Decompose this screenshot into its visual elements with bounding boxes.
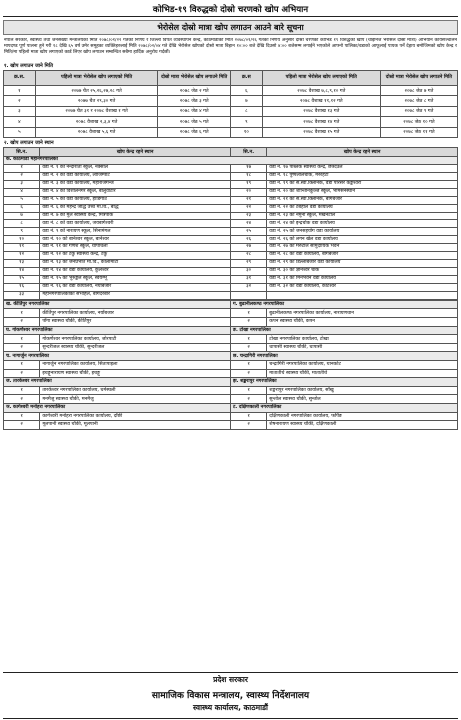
municipality-center-cell: मूलपानी स्वास्थ्य चौकी, मूलपानी xyxy=(40,421,231,430)
schedule-row xyxy=(4,96,458,106)
center-row xyxy=(4,204,458,212)
municipality-center-row xyxy=(4,421,458,430)
center-cell: वडा नं. १३ को जनप्रभात मा.वि., कालीमाटी xyxy=(40,260,231,268)
center-cell: ४ xyxy=(4,188,40,196)
center-cell: वडा नं. १४ को वडा कार्यालय, कुलेश्वर xyxy=(40,268,231,276)
center-cell: वडा नं. २३ को नमुना स्कुल, मखनटोल xyxy=(267,212,458,220)
municipality-center-cell: इचङ्गुनारायण स्वास्थ्य चौकी, इचङ्गु xyxy=(40,369,231,378)
center-row xyxy=(4,283,458,291)
municipality-center-cell: शङ्खरापुर नगरपालिका कार्यालय, साँखु xyxy=(267,386,458,395)
municipality-center-cell: सुन्तोल स्वास्थ्य चौकी, सुन्तोल xyxy=(267,395,458,404)
center-cell: २३ xyxy=(230,212,266,220)
schedule-row xyxy=(4,86,458,96)
municipality-center-cell: १ xyxy=(230,412,266,421)
municipality-center-row xyxy=(4,343,458,352)
schedule-cell: ९ xyxy=(230,117,262,127)
municipality-center-row xyxy=(4,386,458,395)
center-cell: २२ xyxy=(230,204,266,212)
schedule-cell: २०७८ वैशाख १४ गते xyxy=(262,117,380,127)
center-cell: वडा नं. ५ को वडा कार्यालय, हाँडिगाउँ xyxy=(40,196,231,204)
municipality-center-cell: १ xyxy=(4,360,40,369)
municipality-center-cell: २ xyxy=(4,369,40,378)
center-cell: १० xyxy=(4,236,40,244)
municipality-center-cell: २ xyxy=(4,343,40,352)
section-1-heading: १. खोप लगाउन जाने मिति xyxy=(4,63,53,69)
schedule-header-cell: पहिलो मात्रा भेरोसेल खोप लगाएको मिति xyxy=(262,71,380,86)
municipality-title: ख. कीर्तिपुर नगरपालिका xyxy=(4,300,231,309)
schedule-cell: २०७८ वैशाख १३ गते xyxy=(262,106,380,116)
center-cell: वडा नं. २४ को इन्द्रचोक वडा कार्यालय xyxy=(267,220,458,228)
center-cell: १३ xyxy=(4,260,40,268)
municipality-center-cell: चन्द्रागिरी नगरपालिका कार्यालय, थानकोट xyxy=(267,360,458,369)
center-row xyxy=(4,164,458,172)
center-cell: वडा नं. १० को बानेश्वर स्कूल, बानेश्वर xyxy=(40,236,231,244)
center-cell: ३ xyxy=(4,180,40,188)
schedule-cell: २०७७ चैत २९,३० गते xyxy=(35,96,158,106)
municipality-title: ङ. टोखा नगरपालिका xyxy=(230,326,457,335)
municipality-center-row xyxy=(4,395,458,404)
municipality-center-cell: बुढानीलकण्ठ नगरपालिका कार्यालय, नारायणथान xyxy=(267,309,458,318)
center-cell: वडा नं. ६ को महेन्द्र जोद्ध उच्च मा.वि., बौद्ध xyxy=(40,204,231,212)
schedule-table xyxy=(3,70,458,138)
center-cell: वडा नं. ३० को ज्ञानेश्वर चोक xyxy=(267,268,458,276)
issuer-footer xyxy=(3,672,458,719)
schedule-cell: २०७८ जेठ ९ गते xyxy=(380,106,457,116)
center-cell xyxy=(230,291,266,299)
municipality-center-cell: तारकेश्वर नगरपालिका कार्यालय, धर्मस्थली xyxy=(40,386,231,395)
schedule-cell: २०७८ वैशाख ७,८,९,१० गते xyxy=(262,86,380,96)
center-cell: १२ xyxy=(4,252,40,260)
center-cell: ३१ xyxy=(230,276,266,284)
municipality-center-cell: शेषनारायण स्वास्थ्य चौकी, दक्षिणकाली xyxy=(267,421,458,430)
center-cell: ७ xyxy=(4,212,40,220)
municipality-center-row xyxy=(4,412,458,421)
schedule-cell: ७ xyxy=(230,96,262,106)
center-cell: वडा नं. १२ को टेकु स्वास्थ्य केन्द्र, टेकु xyxy=(40,252,231,260)
municipality-group-row xyxy=(4,378,458,387)
schedule-cell: ३ xyxy=(4,106,36,116)
center-cell: ६ xyxy=(4,204,40,212)
center-cell: वडा नं. ३ को वडा कार्यालय, महाराजगन्ज xyxy=(40,180,231,188)
schedule-header-cell: दोस्रो मात्रा भेरोसेल खोप लगाउने मिति xyxy=(158,71,231,86)
schedule-header-cell: पहिलो मात्रा भेरोसेल खोप लगाएको मिति xyxy=(35,71,158,86)
center-row xyxy=(4,252,458,260)
section-2-heading: २. खोप लगाउन जाने स्थान xyxy=(4,139,54,146)
center-cell: २ xyxy=(4,172,40,180)
municipality-center-cell: धापासी स्वास्थ्य चौकी, धापासी xyxy=(267,343,458,352)
municipality-center-cell: २ xyxy=(230,421,266,430)
municipality-center-cell: दक्षिणकाली नगरपालिका कार्यालय, फर्पिङ xyxy=(267,412,458,421)
center-row xyxy=(4,188,458,196)
schedule-cell: १० xyxy=(230,127,262,137)
schedule-cell: २०७८ जेठ ११ गते xyxy=(380,127,457,137)
municipality-group-row xyxy=(4,352,458,361)
center-row xyxy=(4,196,458,204)
center-cell: २९ xyxy=(230,260,266,268)
schedule-cell: २०७८ जेठ ७ गते xyxy=(380,86,457,96)
center-row xyxy=(4,291,458,299)
center-cell: वडा नं. ३१ को मिनभवन वडा कार्यालय xyxy=(267,276,458,284)
center-cell: वडा नं. १७ पब्लिक स्वास्थ्य केन्द्र, छत्रेदेउल xyxy=(267,164,458,172)
notice-subtitle: भेरोसेल दोस्रो मात्रा खोप लगाउन आउने बारे सूचना xyxy=(3,20,458,35)
center-row xyxy=(4,244,458,252)
municipality-center-cell: गोकर्णेश्वर नगरपालिका कार्यालय, जोरपाटी xyxy=(40,335,231,344)
notice-page xyxy=(3,2,458,718)
schedule-cell: १ xyxy=(4,86,36,96)
schedule-header-cell: क्र.स xyxy=(230,71,262,86)
schedule-cell: २०७८ वैशाख ५,६ गते xyxy=(35,127,158,137)
municipality-center-cell: २ xyxy=(4,395,40,404)
schedule-cell: २०७८ जेठ ५ गते xyxy=(158,117,231,127)
center-cell: वडा नं. ९ को नारायण स्कूल, सिनामंगल xyxy=(40,228,231,236)
centers-header-cell: सि.न. xyxy=(4,147,40,156)
center-cell: ३० xyxy=(230,268,266,276)
center-row xyxy=(4,228,458,236)
intro-paragraph: नेपाल सरकार, स्वास्थ्य तथा जनसंख्या मन्त्रालयको मिति २०७८/०१/२२ गतेको निर्णय र जिल्ला विपत व्यवस्थापन केन्द्र, काठमाडौंको मिति २०७८/०१/२६ गतेको निर्णय अनुसार दोस्रो चरणको कोभिड १९ विरुद्धको खोप (चाइनिज भेरोसेल दोस्रो मात्रा) अभियान कार्यसञ्चालन मापदण्ड पूर्ण पालना हुने गरी १८ देखि ६५ वर्ष उमेर समूहका व्यक्तिहरुलाई मिति २०७८/०२/०४ गते देखि भेरोसेल खोपको दोस्रो मात्रा बिहान १०:०० बजे देखि दिउसो ४:०० बजेसम्म लगाईने भएकोले आफ्नो पालिका/वडाको आफूलाई पायक पर्ने देहाय बमोजिमको खोप केन्द्र र मिति/मा पहिलो मात्रा खोप लगाएको कार्ड लिएर खोप लगाउन सम्बन्धित सबैमा हार्दिक अनुरोध गर्दछौं। xyxy=(4,38,457,55)
schedule-cell: २०७८ जेठ ६ गते xyxy=(158,127,231,137)
municipality-center-cell: मनमैजु स्वास्थ्य चौकी, मनमैजु xyxy=(40,395,231,404)
municipality-center-cell: १ xyxy=(230,335,266,344)
center-cell: वडा नं. २२ को टेबहाल वडा कार्यालय xyxy=(267,204,458,212)
center-cell: २४ xyxy=(230,220,266,228)
center-cell xyxy=(267,291,458,299)
notice-title: कोभिड-१९ विरुद्धको दोस्रो चरणको खोप अभियान xyxy=(3,2,458,17)
municipality-center-cell: कपन स्वास्थ्य चौकी, कपन xyxy=(267,318,458,327)
group-row xyxy=(4,156,458,164)
center-cell: वडा नं. ११ को गणेश स्कूल, थापाथली xyxy=(40,244,231,252)
center-cell: १६ xyxy=(4,283,40,291)
municipality-center-row xyxy=(4,369,458,378)
municipality-center-cell: २ xyxy=(230,318,266,327)
municipality-title: घ. गोकर्णेश्वर नगरपालिका xyxy=(4,326,231,335)
center-cell: वडा नं. २० को शान्तिनिकुञ्ज स्कूल, भीमसेनस्थान xyxy=(267,188,458,196)
center-cell: ११ xyxy=(4,244,40,252)
center-cell: २८ xyxy=(230,252,266,260)
schedule-cell: २०७७ चैत ३१ र २०७८ वैशाख १ गते xyxy=(35,106,158,116)
municipality-center-cell: सुन्दरीजल स्वास्थ्य चौकी, सुन्दरीजल xyxy=(40,343,231,352)
center-cell: वडा नं. १५ को भुरुङ्खेल स्कूल, स्वयम्भू xyxy=(40,276,231,284)
schedule-header-cell: दोस्रो मात्रा भेरोसेल खोप लगाउने मिति xyxy=(380,71,457,86)
center-row xyxy=(4,212,458,220)
centers-header-cell: खोप केन्द्र रहने स्थान xyxy=(267,147,458,156)
center-cell: वडा नं. २८ को वडा कार्यालय, बागबजार xyxy=(267,252,458,260)
municipality-title: ग. बुढानीलकण्ठ नगरपालिका xyxy=(230,300,457,309)
municipality-center-row xyxy=(4,360,458,369)
center-cell: वडा नं. १८ पुष्पलालचोक, मरुहिटी xyxy=(267,172,458,180)
municipality-center-cell: कागेश्वरी मनोहरा नगरपालिका कार्यालय, दाँछी xyxy=(40,412,231,421)
municipality-center-cell: कीर्तिपुर नगरपालिका कार्यालय, नयाँबजार xyxy=(40,309,231,318)
municipality-center-cell: मातातीर्थ स्वास्थ्य चौकी, मातातीर्थ xyxy=(267,369,458,378)
municipality-center-cell: टोखा नगरपालिका कार्यालय, टोखा xyxy=(267,335,458,344)
footer-government: प्रदेश सरकार xyxy=(213,675,248,684)
centers-header-cell: सि.न. xyxy=(230,147,266,156)
center-cell: १५ xyxy=(4,276,40,284)
schedule-cell: ८ xyxy=(230,106,262,116)
center-row xyxy=(4,260,458,268)
municipality-group-row xyxy=(4,326,458,335)
center-cell: वडा नं. ४ को विशालनगर स्कूल, बालुवाटार xyxy=(40,188,231,196)
footer-office: स्वास्थ्य कार्यालय, काठमाडौं xyxy=(193,703,268,712)
center-cell: वडा नं. ८ को वडा कार्यालय, जयबागेश्वरी xyxy=(40,220,231,228)
center-cell: १ xyxy=(4,164,40,172)
municipality-center-cell: १ xyxy=(4,309,40,318)
schedule-cell: २ xyxy=(4,96,36,106)
municipality-center-cell: १ xyxy=(4,386,40,395)
municipality-center-cell: २ xyxy=(4,318,40,327)
municipality-title: ज. तारकेश्वर नगरपालिका xyxy=(4,378,231,387)
footer-ministry: सामाजिक विकास मन्त्रालय, स्वास्थ्य निर्देशनालय xyxy=(151,691,310,701)
center-row xyxy=(4,180,458,188)
municipality-group-row xyxy=(4,403,458,412)
center-cell: वडा नं. ३२ को वडा कार्यालय, कोटेश्वर xyxy=(267,283,458,291)
center-row xyxy=(4,268,458,276)
schedule-cell: ५ xyxy=(4,127,36,137)
center-cell: वडा नं. २६ को लगन खेल वडा कार्यालय xyxy=(267,236,458,244)
center-cell: वडा नं. १ को नन्दीराती स्कुल, नक्साल xyxy=(40,164,231,172)
center-cell: २५ xyxy=(230,228,266,236)
municipality-center-cell: १ xyxy=(230,309,266,318)
schedule-cell: २०७७ चैत २५,२६,२७,२८ गते xyxy=(35,86,158,96)
center-cell: १९ xyxy=(230,180,266,188)
municipality-title: छ. चन्द्रागिरी नगरपालिका xyxy=(230,352,457,361)
center-row xyxy=(4,220,458,228)
center-cell: ८ xyxy=(4,220,40,228)
group-title: क. काठमाडौं महानगरपालिका xyxy=(4,156,458,164)
municipality-title: च. नागार्जुन नगरपालिका xyxy=(4,352,231,361)
center-cell: २७ xyxy=(230,244,266,252)
schedule-cell: २०७८ जेठ १० गते xyxy=(380,117,457,127)
center-cell: वडा नं. २५ को जनसहयोग वडा कार्यालय xyxy=(267,228,458,236)
schedule-cell: २०७८ जेठ ८ गते xyxy=(380,96,457,106)
municipality-title: ट. दक्षिणकाली नगरपालिका xyxy=(230,403,457,412)
center-cell: वडा नं. २१ को स.स्वा.क्लिनिक, बागबजार xyxy=(267,196,458,204)
center-cell: वडा नं. २९ को डिल्लीबजार वडा कार्यालय xyxy=(267,260,458,268)
municipality-centers-table xyxy=(3,300,458,430)
municipality-group-row xyxy=(4,300,458,309)
municipality-center-cell: १ xyxy=(230,360,266,369)
schedule-cell: २०७८ जेठ ४ गते xyxy=(158,106,231,116)
schedule-row xyxy=(4,117,458,127)
center-cell: ३३ xyxy=(4,291,40,299)
schedule-cell: ४ xyxy=(4,117,36,127)
center-cell: वडा नं. ७ को मुल स्वास्थ्य केन्द्र, मित्रपार्क xyxy=(40,212,231,220)
municipality-center-row xyxy=(4,335,458,344)
center-cell: २१ xyxy=(230,196,266,204)
municipality-center-cell: नागार्जुन नगरपालिका कार्यालय, सितापाइला xyxy=(40,360,231,369)
schedule-cell: २०७८ वैशाख १५ गते xyxy=(262,127,380,137)
municipality-center-cell: २ xyxy=(4,421,40,430)
center-row xyxy=(4,172,458,180)
center-cell: १४ xyxy=(4,268,40,276)
center-cell: १७ xyxy=(230,164,266,172)
centers-header-cell: खोप केन्द्र रहने स्थान xyxy=(40,147,231,156)
center-cell: वडा नं. १९ को स.स्वा.क्लिनिक, वडा परिसर कङ्केश्वरी xyxy=(267,180,458,188)
center-cell: ५ xyxy=(4,196,40,204)
schedule-header-cell: क्र.स. xyxy=(4,71,36,86)
municipality-center-cell: २ xyxy=(230,369,266,378)
municipality-title: झ. शङ्खरापुर नगरपालिका xyxy=(230,378,457,387)
center-cell: वडा नं. २ को वडा कार्यालय, लाजिम्पाट xyxy=(40,172,231,180)
center-cell: महानगरपालिकाको सभाहल, बागदरबार xyxy=(40,291,231,299)
municipality-center-cell: २ xyxy=(230,343,266,352)
schedule-cell: ६ xyxy=(230,86,262,96)
center-cell: २६ xyxy=(230,236,266,244)
center-cell: ९ xyxy=(4,228,40,236)
schedule-row xyxy=(4,106,458,116)
schedule-cell: २०७८ वैशाख ११,१२ गते xyxy=(262,96,380,106)
municipality-title: ञ. कागेश्वरी मनोहरा नगरपालिका xyxy=(4,403,231,412)
center-cell: १८ xyxy=(230,172,266,180)
vaccination-centers-table xyxy=(3,147,458,300)
municipality-center-row xyxy=(4,318,458,327)
municipality-center-row xyxy=(4,309,458,318)
municipality-center-cell: १ xyxy=(4,412,40,421)
center-cell: २० xyxy=(230,188,266,196)
schedule-row xyxy=(4,127,458,137)
center-cell: वडा नं. २७ को मरुटोल सामुदायिक भवन xyxy=(267,244,458,252)
center-row xyxy=(4,276,458,284)
center-cell: ३२ xyxy=(230,283,266,291)
schedule-cell: २०७८ जेठ ३ गते xyxy=(158,96,231,106)
schedule-cell: २०७८ जेठ २ गते xyxy=(158,86,231,96)
center-cell: वडा नं. १६ को वडा कार्यालय, नयाँबजार xyxy=(40,283,231,291)
municipality-center-cell: पाँगा स्वास्थ्य चौकी, कीर्तिपुर xyxy=(40,318,231,327)
schedule-cell: २०७८ वैशाख २,३,४ गते xyxy=(35,117,158,127)
municipality-center-cell: १ xyxy=(230,386,266,395)
municipality-center-cell: २ xyxy=(230,395,266,404)
center-row xyxy=(4,236,458,244)
municipality-center-cell: १ xyxy=(4,335,40,344)
